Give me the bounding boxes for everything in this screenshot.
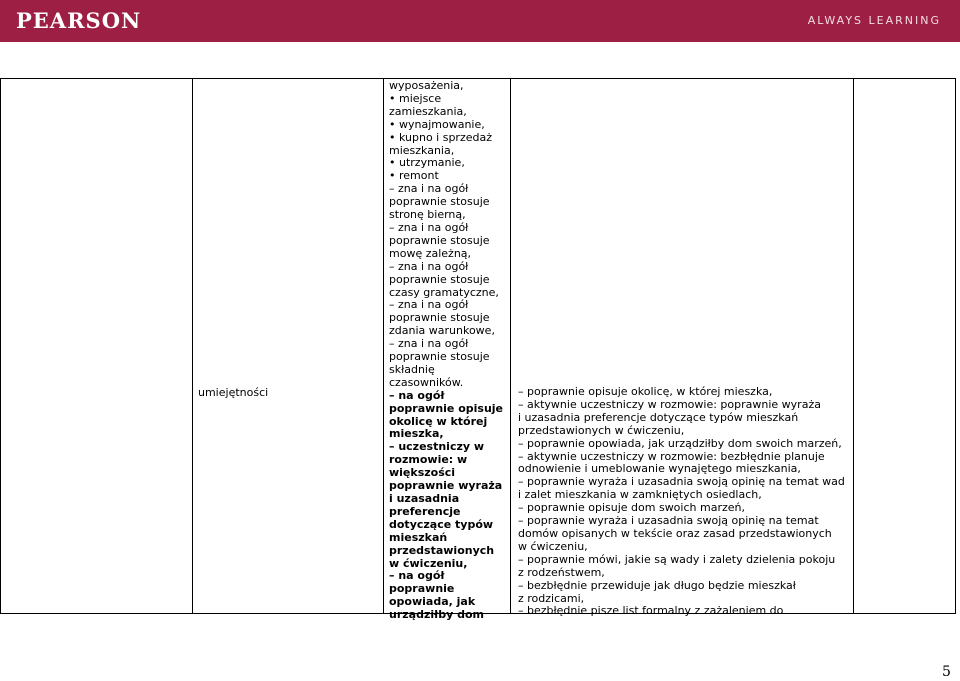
text-line: czasy gramatyczne, [389, 285, 499, 299]
brand-tagline: ALWAYS LEARNING [807, 14, 941, 27]
text-line: mieszkań [389, 530, 448, 544]
column-requirements-basic [389, 80, 507, 622]
text-line: domów opisanych w tekście oraz zasad przedstawionych [518, 526, 832, 540]
text-line: z rodzeństwem, [518, 565, 605, 579]
text-line: czasowników. [389, 375, 464, 389]
text-line: • utrzymanie, [389, 156, 465, 170]
text-line: – zna i na ogół [389, 259, 469, 273]
text-line: – poprawnie mówi, jakie są wady i zalety dzielenia pokoju [518, 552, 836, 566]
text-line: mowę zależną, [389, 246, 472, 260]
text-line: • remont [389, 169, 439, 183]
text-line: – aktywnie uczestniczy w rozmowie: bezbłędnie planuje [518, 449, 825, 463]
text-line: poprawnie [389, 582, 455, 596]
text-line: – aktywnie uczestniczy w rozmowie: poprawnie wyraża [518, 397, 821, 411]
text-line: preferencje [389, 504, 461, 518]
table-col-border [383, 78, 384, 614]
table-col-border [955, 78, 956, 614]
text-line: – poprawnie opisuje okolicę, w której mieszka, [518, 385, 773, 398]
text-line: odnowienie i umeblowanie wynajętego mieszkania, [518, 462, 801, 476]
brand-logo: PEARSON [16, 8, 142, 33]
page-number: 5 [942, 664, 951, 680]
text-line: poprawnie wyraża [389, 479, 503, 493]
text-line: • wynajmowanie, [389, 117, 485, 131]
text-line: poprawnie stosuje [389, 195, 490, 209]
text-line: opowiada, jak [389, 595, 476, 609]
text-line: – bezbłędnie przewiduje jak długo będzie mieszkał [518, 578, 796, 592]
text-line: • miejsce [389, 91, 442, 105]
text-line: wyposażenia, [389, 79, 464, 92]
text-line: – zna i na ogół [389, 337, 469, 351]
table-col-border [0, 78, 1, 614]
text-line: – zna i na ogół [389, 182, 469, 196]
text-line: mieszka, [389, 427, 444, 441]
text-line: zamieszkania, [389, 104, 467, 118]
column-requirements-advanced [518, 386, 848, 618]
text-line: – poprawnie opowiada, jak urządziłby dom swoich marzeń, [518, 436, 842, 450]
table-top-border [0, 78, 956, 79]
text-line: i uzasadnia [389, 492, 460, 505]
text-line: w ćwiczeniu, [518, 539, 588, 553]
text-line: z rodzicami, [518, 591, 585, 605]
text-line: – poprawnie wyraża i uzasadnia swoją opinię na temat wad [518, 475, 845, 489]
text-line: poprawnie stosuje [389, 350, 490, 364]
table-col-border [192, 78, 193, 614]
text-line: w ćwiczeniu, [389, 556, 468, 570]
text-line: – zna i na ogół [389, 298, 469, 312]
text-line: składnię [389, 362, 435, 376]
text-line: poprawnie opisuje [389, 401, 504, 415]
text-line: • kupno i sprzedaż [389, 130, 492, 144]
text-line: dotyczące typów [389, 517, 494, 531]
text-line: poprawnie stosuje [389, 311, 490, 325]
table-col-border [510, 78, 511, 614]
text-line: i uzasadnia preferencje dotyczące typów mieszkań [518, 410, 799, 424]
text-line: przedstawionych w ćwiczeniu, [518, 423, 685, 437]
text-line: poprawnie stosuje [389, 272, 490, 286]
text-line: – uczestniczy w [389, 440, 485, 454]
text-line: mieszkania, [389, 143, 455, 157]
text-line: – poprawnie wyraża i uzasadnia swoją opinię na temat [518, 514, 819, 528]
text-line: urządziłby dom [389, 608, 484, 622]
text-line: – poprawnie opisuje dom swoich marzeń, [518, 501, 745, 515]
table-col-border [853, 78, 854, 614]
text-line: rozmowie: w [389, 453, 468, 467]
text-line: – na ogół [389, 388, 445, 402]
text-line: – zna i na ogół [389, 220, 469, 234]
text-line: – na ogół [389, 569, 445, 583]
text-line: – bezbłędnie pisze list formalny z zażaleniem do [518, 604, 784, 618]
text-line: stronę bierną, [389, 208, 466, 222]
row-label-skills: umiejętności [198, 386, 269, 399]
text-line: okolicę w której [389, 414, 488, 428]
text-line: i zalet mieszkania w zamkniętych osiedlach, [518, 488, 762, 502]
text-line: poprawnie stosuje [389, 233, 490, 247]
text-line: większości [389, 466, 456, 480]
text-line: przedstawionych [389, 543, 495, 557]
text-line: zdania warunkowe, [389, 324, 495, 338]
